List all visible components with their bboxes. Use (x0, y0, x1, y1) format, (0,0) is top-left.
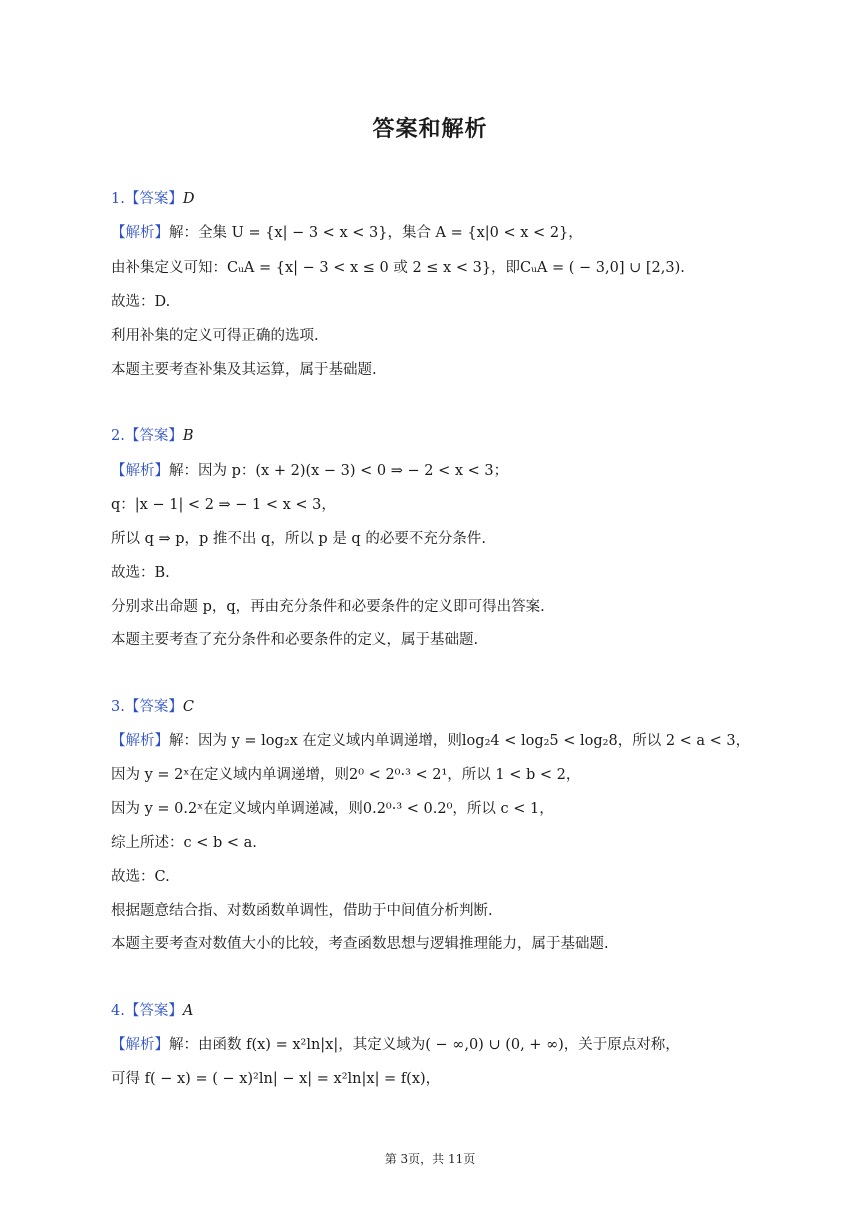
answer-line-1: 1.【答案】D (111, 191, 195, 207)
analysis-line: 【解析】解：因为 p：(x + 2)(x − 3) < 0 ⇒ − 2 < x < 3； (111, 463, 509, 479)
analysis-line: 根据题意结合指、对数函数单调性，借助于中间值分析判断. (111, 903, 493, 919)
page-footer: 第 3页，共 11页 (384, 1152, 476, 1166)
analysis-line: 【解析】解：由函数 f(x) = x²ln|x|，其定义域为( − ∞,0) ∪ (0, + ∞)，关于原点对称， (111, 1037, 680, 1053)
answer-line-3: 3.【答案】C (111, 699, 194, 715)
analysis-line: 因为 y = 2ˣ在定义域内单调递增，则2⁰ < 2⁰·³ < 2¹，所以 1 < b < 2， (111, 767, 581, 783)
analysis-line: 所以 q ⇒ p，p 推不出 q，所以 p 是 q 的必要不充分条件. (111, 531, 486, 547)
analysis-line: q：|x − 1| < 2 ⇒ − 1 < x < 3， (111, 497, 336, 513)
analysis-line: 【解析】解：全集 U = {x| − 3 < x < 3}，集合 A = {x|0 < x < 2}， (111, 225, 583, 241)
analysis-line: 由补集定义可知：CᵤA = {x| − 3 < x ≤ 0 或 2 ≤ x < 3}，即CᵤA = ( − 3,0] ∪ [2,3). (111, 260, 685, 276)
answer-line-2: 2.【答案】B (111, 428, 194, 444)
analysis-line: 【解析】解：因为 y = log₂x 在定义域内单调递增，则log₂4 < log₂5 < log₂8，所以 2 < a < 3， (111, 733, 751, 749)
analysis-line: 故选：D. (111, 294, 171, 310)
analysis-line: 因为 y = 0.2ˣ在定义域内单调递减，则0.2⁰·³ < 0.2⁰，所以 c < 1， (111, 801, 554, 817)
analysis-line: 本题主要考查了充分条件和必要条件的定义，属于基础题. (111, 632, 479, 648)
analysis-line: 本题主要考查对数值大小的比较，考查函数思想与逻辑推理能力，属于基础题. (111, 936, 609, 952)
analysis-line: 利用补集的定义可得正确的选项. (111, 328, 319, 344)
analysis-line: 综上所述：c < b < a. (111, 835, 257, 851)
analysis-line: 分别求出命题 p，q，再由充分条件和必要条件的定义即可得出答案. (111, 599, 545, 615)
analysis-line: 可得 f( − x) = ( − x)²ln| − x| = x²ln|x| = f(x)， (111, 1071, 441, 1087)
analysis-line: 本题主要考查补集及其运算，属于基础题. (111, 362, 377, 378)
analysis-line: 故选：C. (111, 869, 170, 885)
page-title: 答案和解析 (372, 117, 488, 142)
analysis-line: 故选：B. (111, 565, 170, 581)
answer-line-4: 4.【答案】A (111, 1003, 194, 1019)
